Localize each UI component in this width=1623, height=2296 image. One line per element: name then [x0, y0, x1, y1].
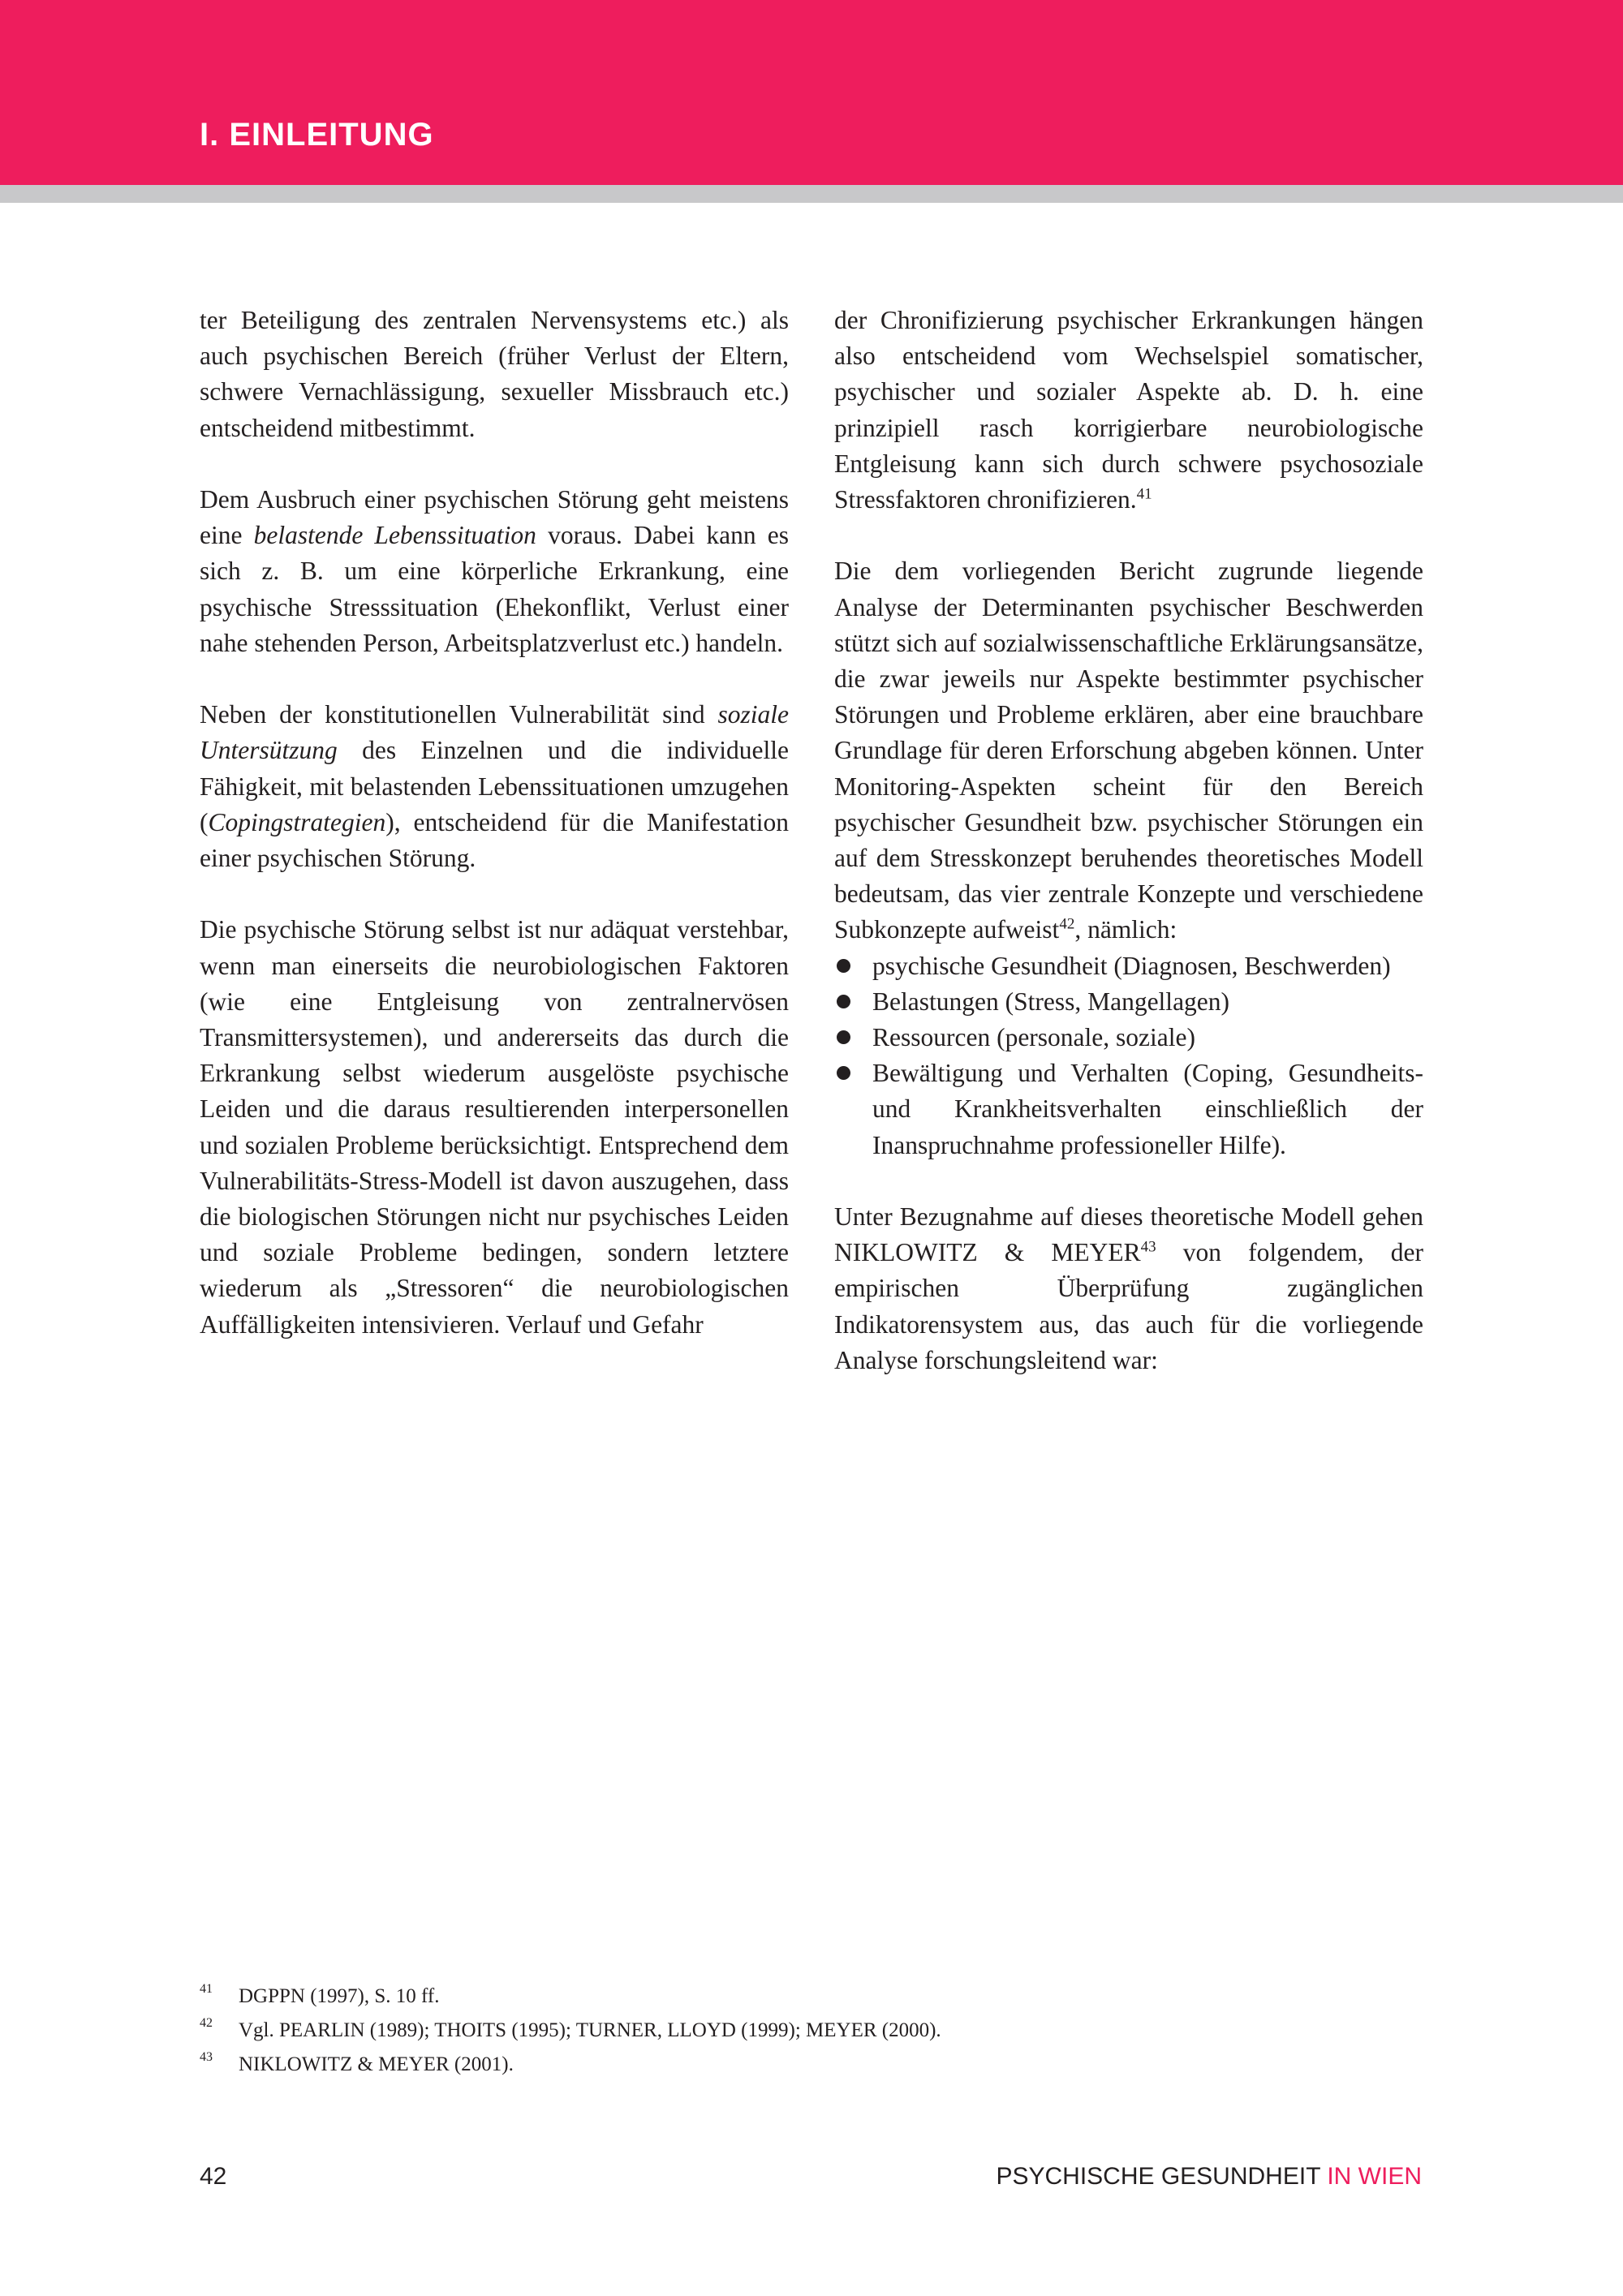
text-run: der Chronifizierung psychischer Erkrankungen hängen also entscheidend vom Wechselspiel somatischer, psychischer und sozialer Aspekte ab. D. h. eine prinzipiell rasch korrigierbare neurobiologische Entgleisung kann sich durch schwere psychosoziale Stressfaktoren chronifizieren. — [834, 306, 1423, 514]
footnote-number: 42 — [200, 2016, 213, 2030]
paragraph: Die psychische Störung selbst ist nur adäquat verstehbar, wenn man einerseits die neurobiologischen Faktoren (wie eine Entgleisung von zentralnervösen Transmittersystemen), und andererseits das durch die Erkrankung selbst wiederum ausgelöste psychische Leiden und die daraus resultierenden interpersonellen und sozialen Probleme berücksichtigt. Entsprechend dem Vulnerabilitäts-Stress-Modell ist davon auszugehen, dass die biologischen Störungen nicht nur psychisches Leiden und soziale Probleme bedingen, sondern letztere wiederum als „Stressoren“ die neurobiologischen Auffälligkeiten intensivieren. Verlauf und Gefahr — [200, 915, 789, 1339]
bullet-icon — [837, 1066, 850, 1080]
running-footer-main: PSYCHISCHE GESUNDHEIT — [996, 2163, 1320, 2190]
footnote-text: NIKLOWITZ & MEYER (2001). — [239, 2053, 514, 2075]
list-item — [834, 1020, 1423, 1056]
page-number: 42 — [200, 2163, 227, 2190]
text-run: voraus. Dabei kann es sich z. B. um eine körperliche Erkrankung, eine psychische Stresssituation (Ehekonflikt, Verlust einer nahe stehenden Person, Arbeitsplatzverlust etc.) handeln. — [200, 521, 789, 657]
list-item — [834, 1056, 1423, 1163]
text-run: Dem Ausbruch einer psychischen Störung geht meistens eine — [200, 485, 789, 550]
paragraph — [834, 303, 1423, 518]
bullet-icon — [837, 1030, 850, 1044]
footnote — [200, 2048, 1417, 2082]
list-item — [834, 948, 1423, 984]
paragraph — [834, 553, 1423, 948]
header-band — [0, 0, 1623, 185]
list-item-text: Bewältigung und Verhalten (Coping, Gesundheits- und Krankheitsverhalten einschließlich der Inanspruchnahme professioneller Hilfe). — [872, 1059, 1423, 1159]
list-item-text: Ressourcen (personale, soziale) — [872, 1023, 1195, 1052]
running-footer — [996, 2163, 1422, 2191]
text-run: Die dem vorliegenden Bericht zugrunde liegende Analyse der Determinanten psychischer Beschwerden stützt sich auf sozialwissenschaftliche Erklärungsansätze, die zwar jeweils nur Aspekte bestimmter psychischer Störungen und Probleme erklären, aber eine brauchbare Grundlage für deren Erforschung abgeben können. Unter Monitoring-Aspekten scheint für den Bereich psychischer Gesundheit bzw. psychischer Störungen ein auf dem Stresskonzept beruhendes theoretisches Modell bedeutsam, das vier zentrale Konzepte und verschiedene Subkonzepte aufweist — [834, 557, 1423, 944]
list-item-text: Belastungen (Stress, Mangellagen) — [872, 987, 1230, 1016]
list-item-text: psychische Gesundheit (Diagnosen, Beschwerden) — [872, 951, 1391, 980]
footnote — [200, 1980, 1417, 2014]
text-run: von folgendem, der empirischen Überprüfung zugänglichen Indikatorensystem aus, das auch für die vorliegende Analyse forschungsleitend war: — [834, 1238, 1423, 1374]
footnote-reference[interactable]: 43 — [1140, 1238, 1156, 1256]
right-column — [834, 303, 1423, 1414]
emphasis: belastende Lebenssituation — [253, 521, 536, 550]
text-run: des Einzelnen und die individuelle Fähigkeit, mit belastenden Lebenssituationen umzugehen ( — [200, 736, 789, 836]
left-column — [200, 303, 789, 1378]
bullet-icon — [837, 995, 850, 1008]
footnote — [200, 2014, 1417, 2048]
paragraph — [834, 1199, 1423, 1378]
text-run: , nämlich: — [1074, 915, 1177, 944]
footnotes — [200, 1980, 1417, 2082]
paragraph — [200, 697, 789, 876]
footnote-number: 41 — [200, 1982, 213, 1996]
paragraph: ter Beteiligung des zentralen Nervensystems etc.) als auch psychischen Bereich (früher Verlust der Eltern, schwere Vernachlässigung, sexueller Missbrauch etc.) entscheidend mitbestimmt. — [200, 306, 789, 442]
bullet-icon — [837, 959, 850, 973]
footnote-number: 43 — [200, 2050, 213, 2064]
bullet-list — [834, 948, 1423, 1163]
running-footer-accent: IN WIEN — [1327, 2163, 1422, 2190]
list-item — [834, 984, 1423, 1020]
emphasis: Copingstrategien — [208, 807, 386, 836]
text-run: Unter Bezugnahme auf dieses theoretische Modell gehen NIKLOWITZ & MEYER — [834, 1202, 1423, 1267]
footnote-text: DGPPN (1997), S. 10 ff. — [239, 1985, 440, 2007]
chapter-title: I. EINLEITUNG — [200, 117, 434, 153]
footnote-reference[interactable]: 42 — [1059, 915, 1075, 933]
footnote-reference[interactable]: 41 — [1136, 485, 1152, 503]
header-rule — [0, 185, 1623, 203]
emphasis: soziale Untersützung — [200, 700, 789, 765]
text-run: ), entscheidend für die Manifestation einer psychischen Störung. — [200, 807, 789, 873]
paragraph — [200, 482, 789, 661]
footnote-text: Vgl. PEARLIN (1989); THOITS (1995); TURNER, LLOYD (1999); MEYER (2000). — [239, 2019, 941, 2041]
text-run: Neben der konstitutionellen Vulnerabilität sind — [200, 700, 718, 729]
